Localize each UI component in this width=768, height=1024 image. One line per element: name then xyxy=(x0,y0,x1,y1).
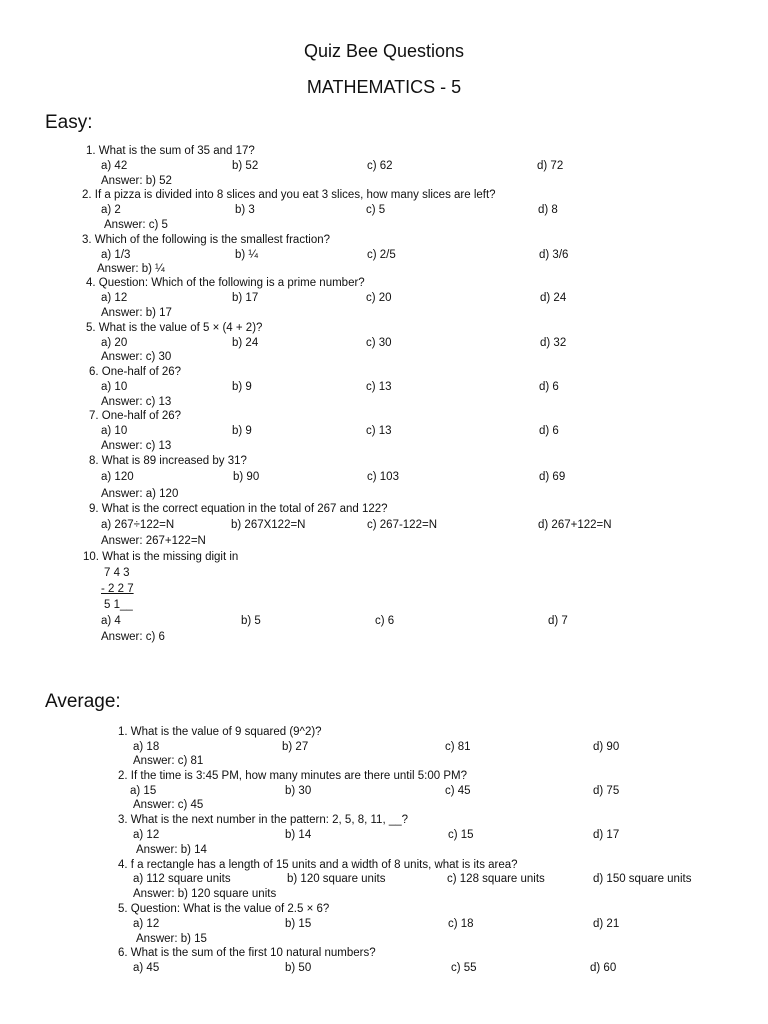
question-text: 2. If the time is 3:45 PM, how many minutes are there until 5:00 PM? xyxy=(118,770,467,782)
option-a: a) 4 xyxy=(101,615,121,627)
option-c: c) 267-122=N xyxy=(367,519,437,531)
option-d: d) 72 xyxy=(537,160,564,172)
question-text: 5. What is the value of 5 × (4 + 2)? xyxy=(86,322,263,334)
answer-text: Answer: c) 5 xyxy=(104,219,168,231)
answer-text: Answer: b) 17 xyxy=(101,307,172,319)
option-d: d) 60 xyxy=(590,962,617,974)
option-b: b) 267X122=N xyxy=(231,519,306,531)
option-d: d) 69 xyxy=(539,471,566,483)
option-b: b) 30 xyxy=(285,785,312,797)
question-text: 4. f a rectangle has a length of 15 units and a width of 8 units, what is its area? xyxy=(118,859,518,871)
question-text: 7. One-half of 26? xyxy=(89,410,182,422)
option-b: b) 9 xyxy=(232,381,252,393)
option-c: c) 103 xyxy=(367,471,399,483)
answer-text: Answer: c) 81 xyxy=(133,755,204,767)
option-c: c) 6 xyxy=(375,615,395,627)
option-b: b) 24 xyxy=(232,337,259,349)
option-b: b) 50 xyxy=(285,962,312,974)
easy-heading: Easy: xyxy=(45,112,93,133)
option-d: d) 32 xyxy=(540,337,567,349)
option-b: b) 15 xyxy=(285,918,312,930)
question-text: 9. What is the correct equation in the total of 267 and 122? xyxy=(89,503,388,515)
option-c: c) 128 square units xyxy=(447,873,545,885)
option-b: b) 5 xyxy=(241,615,261,627)
question-text: 8. What is 89 increased by 31? xyxy=(89,455,247,467)
average-heading: Average: xyxy=(45,691,121,712)
option-c: c) 18 xyxy=(448,918,474,930)
question-text: 5. Question: What is the value of 2.5 × 6? xyxy=(118,903,330,915)
answer-text: Answer: b) ¼ xyxy=(97,263,165,275)
question-text: 3. What is the next number in the pattern: 2, 5, 8, 11, __? xyxy=(118,814,409,826)
option-b: b) ¼ xyxy=(235,249,259,261)
option-d: d) 150 square units xyxy=(593,873,692,885)
subtraction-line-3: 5 1__ xyxy=(104,599,133,611)
answer-text: Answer: c) 45 xyxy=(133,799,204,811)
answer-text: Answer: c) 13 xyxy=(101,440,172,452)
answer-text: Answer: 267+122=N xyxy=(101,535,206,547)
option-a: a) 1/3 xyxy=(101,249,131,261)
option-a: a) 15 xyxy=(130,785,157,797)
subtraction-line-2: - 2 2 7 xyxy=(101,583,134,595)
option-d: d) 267+122=N xyxy=(538,519,612,531)
option-a: a) 20 xyxy=(101,337,128,349)
option-c: c) 13 xyxy=(366,381,392,393)
option-a: a) 12 xyxy=(133,829,160,841)
option-a: a) 112 square units xyxy=(133,873,231,885)
option-a: a) 10 xyxy=(101,425,128,437)
document-subtitle: MATHEMATICS - 5 xyxy=(306,77,462,97)
option-a: a) 45 xyxy=(133,962,160,974)
answer-text: Answer: b) 120 square units xyxy=(133,888,277,900)
option-a: a) 42 xyxy=(101,160,128,172)
question-text: 1. What is the sum of 35 and 17? xyxy=(86,145,255,157)
option-a: a) 12 xyxy=(101,292,128,304)
question-text: 6. One-half of 26? xyxy=(89,366,182,378)
option-c: c) 13 xyxy=(366,425,392,437)
question-text: 3. Which of the following is the smallest fraction? xyxy=(82,234,331,246)
option-c: c) 15 xyxy=(448,829,474,841)
option-d: d) 21 xyxy=(593,918,620,930)
subtraction-line-1: 7 4 3 xyxy=(104,567,130,579)
option-d: d) 7 xyxy=(548,615,568,627)
option-d: d) 24 xyxy=(540,292,567,304)
option-a: a) 120 xyxy=(101,471,134,483)
option-b: b) 120 square units xyxy=(287,873,386,885)
option-c: c) 20 xyxy=(366,292,392,304)
option-a: a) 10 xyxy=(101,381,128,393)
option-d: d) 6 xyxy=(539,425,559,437)
option-c: c) 2/5 xyxy=(367,249,396,261)
answer-text: Answer: b) 14 xyxy=(136,844,207,856)
option-a: a) 2 xyxy=(101,204,121,216)
answer-text: Answer: c) 6 xyxy=(101,631,165,643)
question-text: 10. What is the missing digit in xyxy=(83,551,239,563)
option-c: c) 62 xyxy=(367,160,393,172)
option-b: b) 3 xyxy=(235,204,255,216)
option-b: b) 14 xyxy=(285,829,312,841)
question-text: 4. Question: Which of the following is a prime number? xyxy=(86,277,365,289)
option-c: c) 45 xyxy=(445,785,471,797)
option-b: b) 27 xyxy=(282,741,309,753)
option-a: a) 12 xyxy=(133,918,160,930)
answer-text: Answer: c) 13 xyxy=(101,396,172,408)
option-d: d) 6 xyxy=(539,381,559,393)
option-b: b) 17 xyxy=(232,292,259,304)
answer-text: Answer: b) 15 xyxy=(136,933,207,945)
option-d: d) 17 xyxy=(593,829,620,841)
option-c: c) 5 xyxy=(366,204,386,216)
answer-text: Answer: c) 30 xyxy=(101,351,172,363)
option-b: b) 90 xyxy=(233,471,260,483)
option-c: c) 55 xyxy=(451,962,477,974)
option-b: b) 9 xyxy=(232,425,252,437)
option-d: d) 8 xyxy=(538,204,558,216)
question-text: 1. What is the value of 9 squared (9^2)? xyxy=(118,726,322,738)
question-text: 6. What is the sum of the first 10 natural numbers? xyxy=(118,947,376,959)
option-a: a) 267÷122=N xyxy=(101,519,175,531)
option-c: c) 81 xyxy=(445,741,471,753)
option-c: c) 30 xyxy=(366,337,392,349)
option-b: b) 52 xyxy=(232,160,259,172)
answer-text: Answer: a) 120 xyxy=(101,488,179,500)
answer-text: Answer: b) 52 xyxy=(101,175,172,187)
option-a: a) 18 xyxy=(133,741,160,753)
document-title: Quiz Bee Questions xyxy=(303,41,465,61)
question-text: 2. If a pizza is divided into 8 slices and you eat 3 slices, how many slices are left? xyxy=(82,189,496,201)
option-d: d) 90 xyxy=(593,741,620,753)
option-d: d) 75 xyxy=(593,785,620,797)
option-d: d) 3/6 xyxy=(539,249,569,261)
